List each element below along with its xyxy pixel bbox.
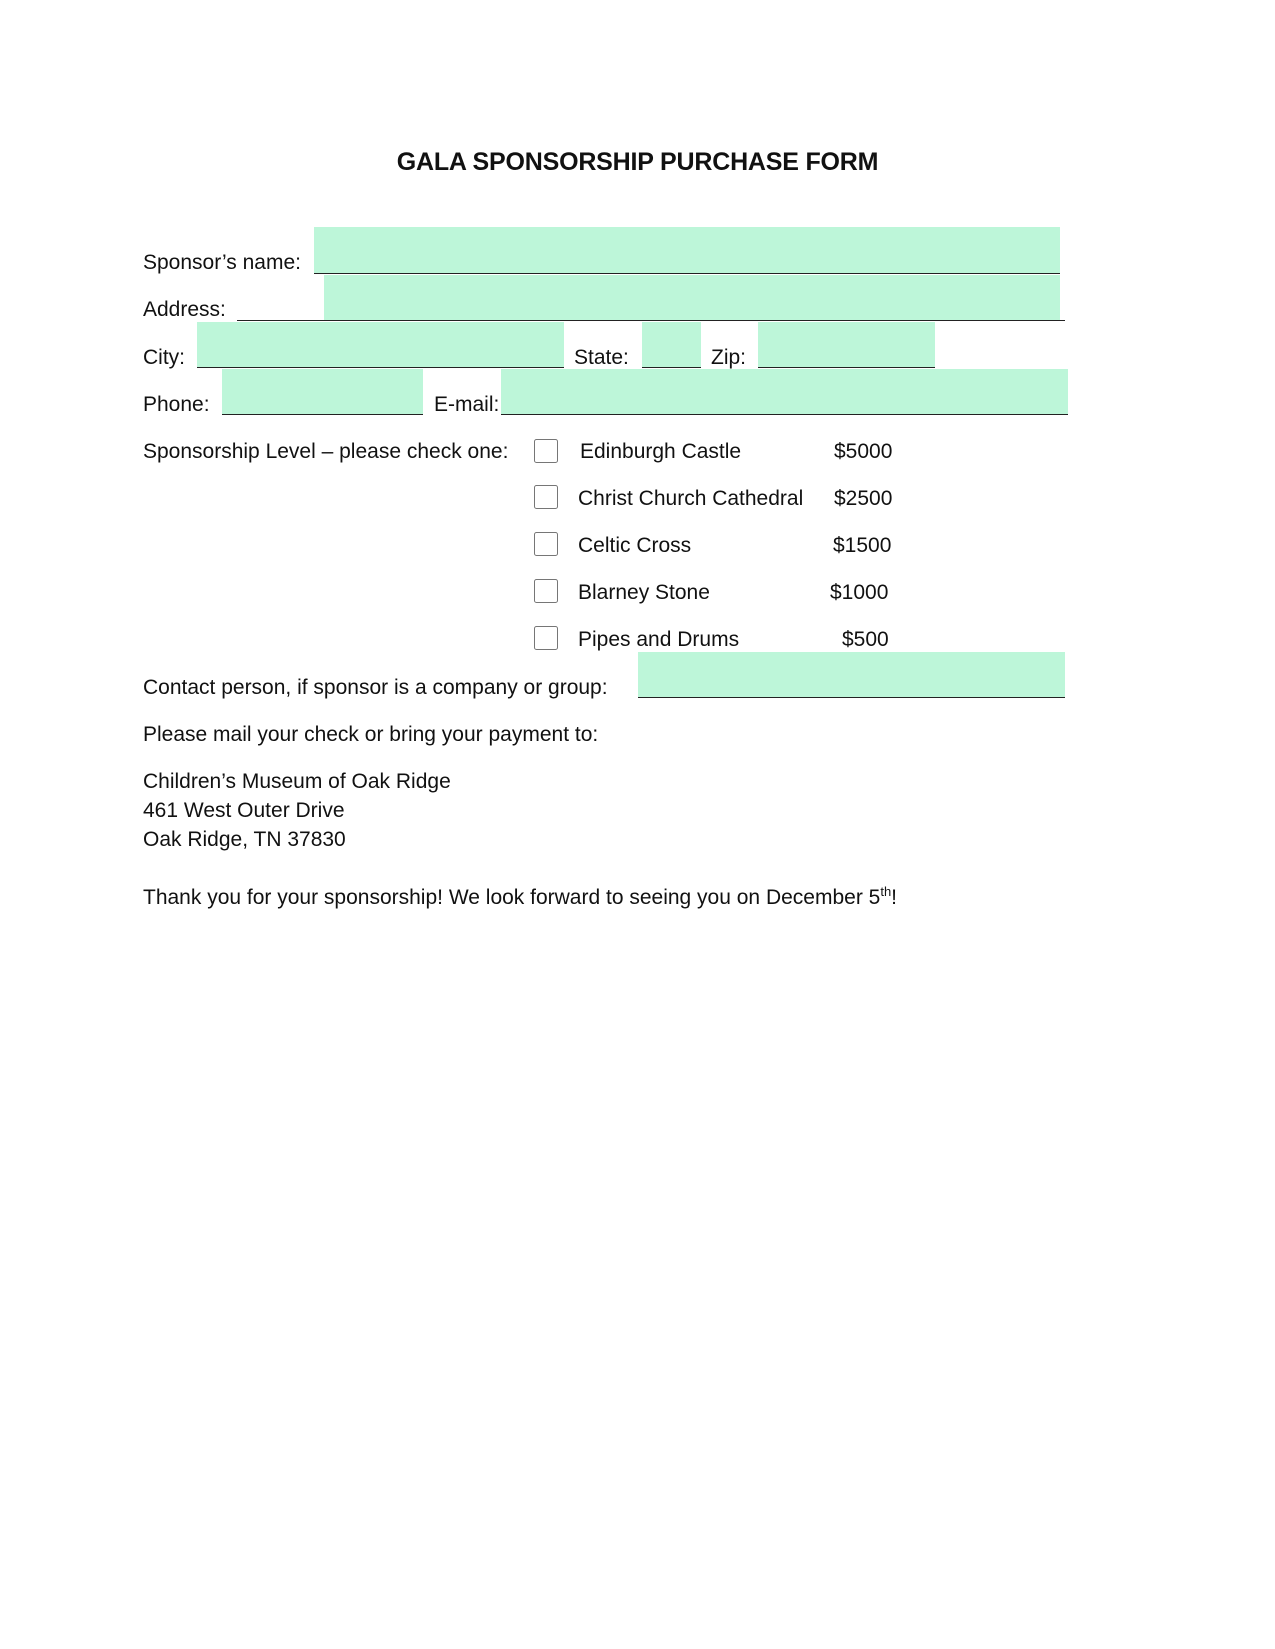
level-christ-church-cathedral-checkbox[interactable] bbox=[534, 485, 558, 509]
level-name: Celtic Cross bbox=[578, 534, 692, 557]
thank-you-text: Thank you for your sponsorship! We look forward to seeing you on December 5 bbox=[143, 886, 881, 909]
sponsor-name-input[interactable] bbox=[314, 227, 1060, 274]
level-price: $500 bbox=[842, 628, 889, 651]
address-underline-end bbox=[1058, 320, 1065, 321]
state-input[interactable] bbox=[642, 322, 701, 368]
email-input[interactable] bbox=[501, 369, 1068, 415]
contact-person-label: Contact person, if sponsor is a company or group: bbox=[143, 676, 608, 699]
contact-person-input[interactable] bbox=[638, 652, 1065, 698]
level-edinburgh-castle-checkbox[interactable] bbox=[534, 439, 558, 463]
zip-input[interactable] bbox=[758, 322, 935, 368]
form-title: GALA SPONSORSHIP PURCHASE FORM bbox=[396, 148, 879, 176]
city-label: City: bbox=[143, 346, 185, 369]
zip-label: Zip: bbox=[711, 346, 747, 369]
level-pipes-and-drums-checkbox[interactable] bbox=[534, 626, 558, 650]
level-name: Pipes and Drums bbox=[578, 628, 740, 651]
mail-instruction: Please mail your check or bring your payment to: bbox=[143, 723, 599, 746]
email-label: E-mail: bbox=[434, 393, 500, 416]
thank-you-end: ! bbox=[891, 886, 898, 909]
sponsorship-level-label: Sponsorship Level – please check one: bbox=[143, 440, 509, 463]
address-underline bbox=[237, 320, 325, 321]
address-label: Address: bbox=[143, 298, 226, 321]
level-name: Edinburgh Castle bbox=[580, 440, 742, 463]
mail-address-line1: Children’s Museum of Oak Ridge bbox=[143, 770, 451, 793]
level-celtic-cross-checkbox[interactable] bbox=[534, 532, 558, 556]
address-input[interactable] bbox=[324, 275, 1060, 321]
level-price: $1000 bbox=[830, 581, 889, 604]
sponsor-name-label: Sponsor’s name: bbox=[143, 251, 301, 274]
level-price: $5000 bbox=[834, 440, 893, 463]
city-input[interactable] bbox=[197, 322, 564, 368]
level-name: Christ Church Cathedral bbox=[578, 487, 804, 510]
level-price: $2500 bbox=[834, 487, 893, 510]
phone-label: Phone: bbox=[143, 393, 210, 416]
thank-you-superscript: th bbox=[880, 884, 892, 899]
mail-address-line2: 461 West Outer Drive bbox=[143, 799, 345, 822]
level-blarney-stone-checkbox[interactable] bbox=[534, 579, 558, 603]
state-label: State: bbox=[574, 346, 629, 369]
level-price: $1500 bbox=[833, 534, 892, 557]
thank-you-message bbox=[143, 885, 897, 911]
mail-address-line3: Oak Ridge, TN 37830 bbox=[143, 828, 346, 851]
phone-input[interactable] bbox=[222, 369, 423, 415]
level-name: Blarney Stone bbox=[578, 581, 710, 604]
